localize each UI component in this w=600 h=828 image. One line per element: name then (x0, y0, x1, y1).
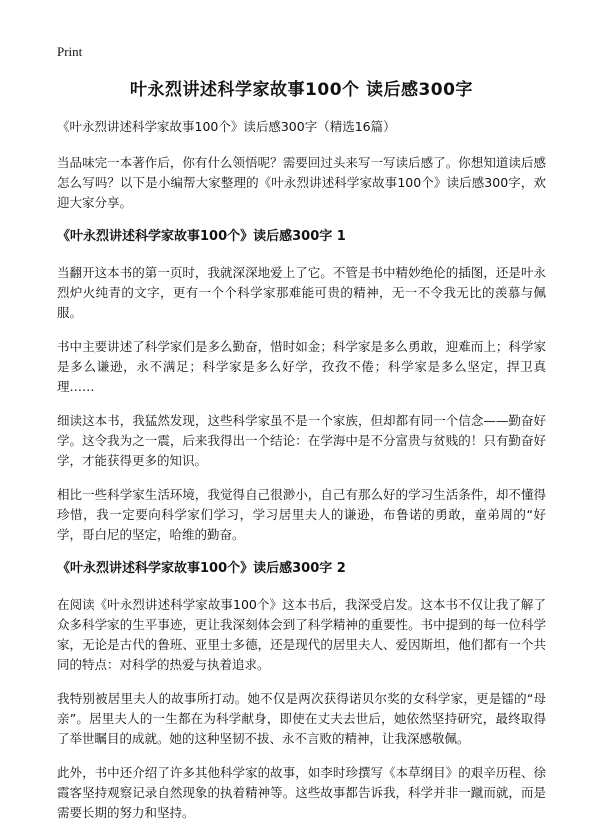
section-heading: 《叶永烈讲述科学家故事100个》读后感300字 2 (57, 561, 346, 576)
intro-paragraph: 当品味完一本著作后，你有什么领悟呢？需要回过头来写一写读后感了。你想知道读后感怎么写吗？以下是小编帮大家整理的《叶永烈讲述科学家故事100个》读后感300字，欢迎大家分享。 (57, 155, 546, 210)
body-paragraph: 此外，书中还介绍了许多其他科学家的故事，如李时珍撰写《本草纲目》的艰辛历程、徐霞客坚持观察记录自然现象的执着精神等。这些故事都告诉我，科学并非一蹴而就，而是需要长期的努力和坚持。 (57, 765, 546, 820)
body-paragraph: 书中主要讲述了科学家们是多么勤奋，惜时如金；科学家是多么勇敢，迎难而上；科学家是多么谦逊，永不满足；科学家是多么好学，孜孜不倦；科学家是多么坚定，捍卫真理…… (57, 339, 546, 394)
body-paragraph: 当翻开这本书的第一页时，我就深深地爱上了它。不管是书中精妙绝伦的插图，还是叶永烈炉火纯青的文字，更有一个个科学家那难能可贵的精神，无一不令我无比的羡慕与佩服。 (57, 265, 546, 320)
body-paragraph: 细读这本书，我猛然发现，这些科学家虽不是一个家族，但却都有同一个信念——勤奋好学。这令我为之一震，后来我得出一个结论：在学海中是不分富贵与贫贱的！只有勤奋好学，才能获得更多的知识。 (57, 413, 546, 468)
section-heading: 《叶永烈讲述科学家故事100个》读后感300字 1 (57, 229, 346, 244)
page-title: 叶永烈讲述科学家故事100个 读后感300字 (130, 80, 473, 100)
body-paragraph: 相比一些科学家生活环境，我觉得自己很渺小，自己有那么好的学习生活条件，却不懂得珍惜，我一定要向科学家们学习，学习居里夫人的谦逊，布鲁诺的勇敢，童弟周的“好学，哥白尼的坚定，哈维的勤奋。 (57, 487, 546, 542)
print-label: Print (57, 44, 83, 59)
page-subtitle: 《叶永烈讲述科学家故事100个》读后感300字（精选16篇） (57, 119, 396, 134)
body-paragraph: 我特别被居里夫人的故事所打动。她不仅是两次获得诺贝尔奖的女科学家，更是镭的“母亲”。居里夫人的一生都在为科学献身，即使在丈夫去世后，她依然坚持研究，最终取得了举世瞩目的成就。她的这种坚韧不拔、永不言败的精神，让我深感敬佩。 (57, 691, 546, 746)
body-paragraph: 在阅读《叶永烈讲述科学家故事100个》这本书后，我深受启发。这本书不仅让我了解了众多科学家的生平事迹，更让我深刻体会到了科学精神的重要性。书中提到的每一位科学家，无论是古代的鲁班、亚里士多德，还是现代的居里夫人、爱因斯坦，他们都有一个共同的特点：对科学的热爱与执着追求。 (57, 597, 546, 672)
